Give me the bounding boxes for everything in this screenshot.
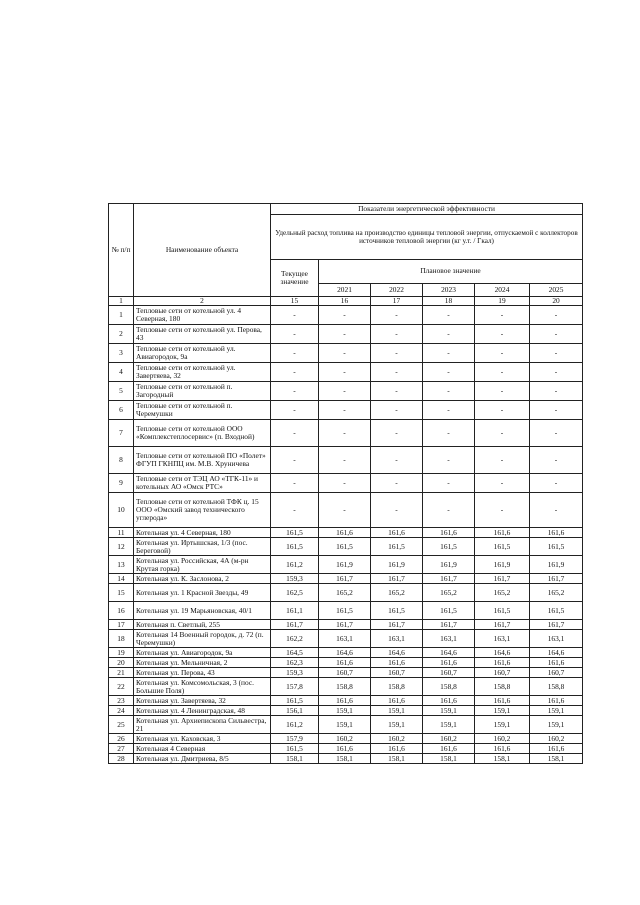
planned-value: - (530, 325, 583, 344)
current-value: 159,3 (271, 668, 319, 678)
planned-value: - (319, 306, 371, 325)
row-number: 16 (109, 602, 134, 620)
planned-value: - (530, 344, 583, 363)
planned-value: 164,6 (371, 648, 423, 658)
planned-value: - (319, 447, 371, 474)
planned-value: 160,2 (319, 734, 371, 744)
object-name: Котельная ул. Дмитриева, 8/5 (134, 754, 271, 764)
planned-value: - (423, 447, 475, 474)
planned-value: 158,8 (319, 678, 371, 696)
table-row (109, 325, 583, 344)
planned-value: 163,1 (371, 630, 423, 648)
planned-value: - (475, 420, 530, 447)
header-subgroup: Удельный расход топлива на производство единицы тепловой энергии, отпускаемой с коллекторов источников тепловой энергии (кг у.т. / Гкал) (271, 215, 583, 260)
planned-value: - (423, 382, 475, 401)
planned-value: - (371, 382, 423, 401)
planned-value: 161,6 (423, 744, 475, 754)
column-number: 18 (423, 297, 475, 306)
planned-value: - (475, 447, 530, 474)
planned-value: 161,6 (475, 658, 530, 668)
planned-value: - (319, 493, 371, 528)
planned-value: 161,5 (371, 602, 423, 620)
table-row (109, 696, 583, 706)
row-number: 7 (109, 420, 134, 447)
object-name: Котельная ул. 4 Ленинградская, 48 (134, 706, 271, 716)
planned-value: - (371, 447, 423, 474)
table-row (109, 658, 583, 668)
planned-value: - (371, 363, 423, 382)
row-number: 26 (109, 734, 134, 744)
header-planned: Плановое значение (319, 260, 583, 284)
row-number: 15 (109, 584, 134, 602)
table-row (109, 420, 583, 447)
object-name: Котельная ул. Иртышская, 1/3 (пос. Береговой) (134, 538, 271, 556)
table-row (109, 716, 583, 734)
object-name: Котельная п. Светлый, 255 (134, 620, 271, 630)
table-row (109, 648, 583, 658)
planned-value: 159,1 (530, 706, 583, 716)
planned-value: 159,1 (530, 716, 583, 734)
table-row (109, 306, 583, 325)
table-row (109, 620, 583, 630)
row-number: 19 (109, 648, 134, 658)
planned-value: 158,1 (423, 754, 475, 764)
planned-value: 161,6 (371, 528, 423, 538)
planned-value: 160,2 (475, 734, 530, 744)
row-number: 28 (109, 754, 134, 764)
planned-value: - (319, 382, 371, 401)
object-name: Котельная 14 Военный городок, д. 72 (п. Черемушки) (134, 630, 271, 648)
header-year: 2024 (475, 283, 530, 296)
planned-value: 161,6 (423, 658, 475, 668)
planned-value: 161,6 (371, 744, 423, 754)
object-name: Тепловые сети от котельной ул. Завертяева, 32 (134, 363, 271, 382)
row-number: 11 (109, 528, 134, 538)
planned-value: 163,1 (530, 630, 583, 648)
planned-value: - (319, 363, 371, 382)
planned-value: - (530, 382, 583, 401)
current-value: 162,3 (271, 658, 319, 668)
planned-value: 161,9 (475, 556, 530, 574)
planned-value: 160,2 (423, 734, 475, 744)
header-group: Показатели энергетической эффективности (271, 204, 583, 215)
object-name: Котельная ул. Мельничная, 2 (134, 658, 271, 668)
current-value: 161,2 (271, 556, 319, 574)
table-row (109, 584, 583, 602)
planned-value: 161,6 (475, 696, 530, 706)
planned-value: 161,5 (475, 538, 530, 556)
row-number: 14 (109, 574, 134, 584)
planned-value: - (423, 401, 475, 420)
planned-value: - (530, 420, 583, 447)
current-value: 161,5 (271, 744, 319, 754)
planned-value: - (423, 363, 475, 382)
current-value: 157,8 (271, 678, 319, 696)
planned-value: 161,5 (475, 602, 530, 620)
planned-value: 161,7 (423, 574, 475, 584)
object-name: Котельная ул. 19 Марьяновская, 40/1 (134, 602, 271, 620)
current-value: 162,2 (271, 630, 319, 648)
planned-value: - (475, 401, 530, 420)
current-value: 161,7 (271, 620, 319, 630)
planned-value: - (475, 344, 530, 363)
planned-value: - (319, 420, 371, 447)
column-number: 17 (371, 297, 423, 306)
planned-value: 159,1 (371, 716, 423, 734)
planned-value: 159,1 (423, 716, 475, 734)
planned-value: - (475, 325, 530, 344)
planned-value: 161,7 (530, 574, 583, 584)
table-row (109, 344, 583, 363)
planned-value: 161,7 (475, 620, 530, 630)
planned-value: 161,6 (371, 658, 423, 668)
planned-value: - (530, 447, 583, 474)
planned-value: 165,2 (371, 584, 423, 602)
planned-value: 161,9 (530, 556, 583, 574)
planned-value: 159,1 (319, 706, 371, 716)
planned-value: 160,7 (475, 668, 530, 678)
planned-value: - (371, 420, 423, 447)
table-row (109, 363, 583, 382)
planned-value: 160,7 (371, 668, 423, 678)
object-name: Котельная ул. Комсомольская, 3 (пос. Большие Поля) (134, 678, 271, 696)
object-name: Тепловые сети от котельной ПО «Полет» ФГУП ГКНПЦ им. М.В. Хруничева (134, 447, 271, 474)
object-name: Тепловые сети от котельной ул. 4 Северная, 180 (134, 306, 271, 325)
planned-value: 165,2 (423, 584, 475, 602)
table-row (109, 706, 583, 716)
object-name: Котельная ул. Завертяева, 32 (134, 696, 271, 706)
current-value: 157,9 (271, 734, 319, 744)
table-row (109, 556, 583, 574)
header-year: 2022 (371, 283, 423, 296)
object-name: Котельная ул. Каховская, 3 (134, 734, 271, 744)
column-number: 1 (109, 297, 134, 306)
planned-value: 158,8 (371, 678, 423, 696)
planned-value: 161,5 (319, 602, 371, 620)
table-row (109, 734, 583, 744)
row-number: 6 (109, 401, 134, 420)
planned-value: 161,5 (371, 538, 423, 556)
current-value: - (271, 363, 319, 382)
column-number: 16 (319, 297, 371, 306)
planned-value: 159,1 (319, 716, 371, 734)
object-name: Котельная ул. Перова, 43 (134, 668, 271, 678)
planned-value: 159,1 (475, 716, 530, 734)
header-year: 2023 (423, 283, 475, 296)
planned-value: - (371, 493, 423, 528)
planned-value: 163,1 (475, 630, 530, 648)
planned-value: 164,6 (475, 648, 530, 658)
row-number: 27 (109, 744, 134, 754)
column-number: 15 (271, 297, 319, 306)
planned-value: 165,2 (319, 584, 371, 602)
planned-value: 161,7 (319, 574, 371, 584)
planned-value: 163,1 (319, 630, 371, 648)
header-year: 2025 (530, 283, 583, 296)
planned-value: 161,6 (530, 658, 583, 668)
table-row (109, 382, 583, 401)
table-row (109, 538, 583, 556)
planned-value: 161,7 (530, 620, 583, 630)
planned-value: 161,5 (530, 538, 583, 556)
row-number: 13 (109, 556, 134, 574)
planned-value: - (371, 325, 423, 344)
planned-value: 165,2 (530, 584, 583, 602)
planned-value: 158,1 (371, 754, 423, 764)
row-number: 5 (109, 382, 134, 401)
table-row (109, 447, 583, 474)
current-value: 156,1 (271, 706, 319, 716)
planned-value: 161,6 (319, 696, 371, 706)
planned-value: - (475, 306, 530, 325)
table-row (109, 630, 583, 648)
planned-value: - (530, 401, 583, 420)
current-value: - (271, 344, 319, 363)
planned-value: 161,7 (423, 620, 475, 630)
object-name: Котельная ул. К. Заслонова, 2 (134, 574, 271, 584)
object-name: Котельная ул. Российская, 4А (м-рн Крутая горка) (134, 556, 271, 574)
table-row (109, 474, 583, 493)
planned-value: 161,5 (423, 538, 475, 556)
energy-efficiency-table (108, 203, 583, 764)
planned-value: 164,6 (423, 648, 475, 658)
planned-value: 158,1 (319, 754, 371, 764)
planned-value: 160,7 (423, 668, 475, 678)
planned-value: - (530, 306, 583, 325)
row-number: 10 (109, 493, 134, 528)
planned-value: - (319, 401, 371, 420)
planned-value: 158,1 (475, 754, 530, 764)
planned-value: - (319, 474, 371, 493)
planned-value: - (423, 420, 475, 447)
planned-value: 161,9 (423, 556, 475, 574)
current-value: - (271, 447, 319, 474)
current-value: 161,2 (271, 716, 319, 734)
planned-value: 161,6 (423, 696, 475, 706)
planned-value: 164,6 (530, 648, 583, 658)
planned-value: 161,6 (475, 528, 530, 538)
row-number: 2 (109, 325, 134, 344)
table-row (109, 493, 583, 528)
planned-value: 161,7 (371, 620, 423, 630)
row-number: 4 (109, 363, 134, 382)
planned-value: 160,7 (530, 668, 583, 678)
row-number: 8 (109, 447, 134, 474)
current-value: - (271, 420, 319, 447)
table-row (109, 754, 583, 764)
row-number: 1 (109, 306, 134, 325)
object-name: Тепловые сети от котельной п. Черемушки (134, 401, 271, 420)
planned-value: - (475, 493, 530, 528)
planned-value: 161,7 (371, 574, 423, 584)
row-number: 20 (109, 658, 134, 668)
table-row (109, 744, 583, 754)
planned-value: 161,6 (475, 744, 530, 754)
current-value: 161,1 (271, 602, 319, 620)
planned-value: 161,5 (530, 602, 583, 620)
table-row (109, 602, 583, 620)
planned-value: - (319, 344, 371, 363)
planned-value: 161,6 (530, 696, 583, 706)
planned-value: 161,6 (319, 744, 371, 754)
current-value: - (271, 493, 319, 528)
planned-value: 160,7 (319, 668, 371, 678)
planned-value: 158,8 (475, 678, 530, 696)
object-name: Тепловые сети от котельной ООО «Комплекстеплосервис» (п. Входной) (134, 420, 271, 447)
current-value: 161,5 (271, 696, 319, 706)
planned-value: 158,1 (530, 754, 583, 764)
row-number: 22 (109, 678, 134, 696)
planned-value: 158,8 (530, 678, 583, 696)
row-number: 12 (109, 538, 134, 556)
planned-value: - (423, 493, 475, 528)
planned-value: 161,6 (319, 528, 371, 538)
table-row (109, 528, 583, 538)
planned-value: - (530, 363, 583, 382)
row-number: 21 (109, 668, 134, 678)
planned-value: - (475, 474, 530, 493)
object-name: Тепловые сети от котельной ул. Перова, 43 (134, 325, 271, 344)
object-name: Тепловые сети от котельной ТФК ц. 15 ООО «Омский завод технического углерода» (134, 493, 271, 528)
planned-value: 163,1 (423, 630, 475, 648)
planned-value: - (530, 493, 583, 528)
current-value: - (271, 401, 319, 420)
row-number: 9 (109, 474, 134, 493)
planned-value: 161,9 (371, 556, 423, 574)
header-num: № п/п (109, 204, 134, 297)
object-name: Котельная ул. 4 Северная, 180 (134, 528, 271, 538)
planned-value: - (423, 474, 475, 493)
current-value: - (271, 474, 319, 493)
row-number: 25 (109, 716, 134, 734)
object-name: Котельная 4 Северная (134, 744, 271, 754)
planned-value: - (530, 474, 583, 493)
current-value: - (271, 382, 319, 401)
planned-value: 165,2 (475, 584, 530, 602)
planned-value: - (475, 363, 530, 382)
planned-value: - (423, 306, 475, 325)
planned-value: 161,6 (319, 658, 371, 668)
planned-value: - (371, 306, 423, 325)
planned-value: 159,1 (423, 706, 475, 716)
planned-value: 161,6 (371, 696, 423, 706)
current-value: - (271, 306, 319, 325)
current-value: 162,5 (271, 584, 319, 602)
table-row (109, 678, 583, 696)
planned-value: 159,1 (371, 706, 423, 716)
object-name: Котельная ул. Архиепископа Сильвестра, 21 (134, 716, 271, 734)
row-number: 24 (109, 706, 134, 716)
current-value: 159,3 (271, 574, 319, 584)
planned-value: - (423, 325, 475, 344)
planned-value: 161,7 (319, 620, 371, 630)
header-year: 2021 (319, 283, 371, 296)
planned-value: - (475, 382, 530, 401)
planned-value: 161,5 (319, 538, 371, 556)
column-number: 19 (475, 297, 530, 306)
object-name: Котельная ул. Авиагородок, 9а (134, 648, 271, 658)
current-value: 161,5 (271, 528, 319, 538)
planned-value: 161,6 (530, 744, 583, 754)
table-row (109, 401, 583, 420)
current-value: 161,5 (271, 538, 319, 556)
object-name: Котельная ул. 1 Красной Звезды, 49 (134, 584, 271, 602)
current-value: - (271, 325, 319, 344)
planned-value: 161,5 (423, 602, 475, 620)
table-row (109, 574, 583, 584)
header-current: Текущее значение (271, 260, 319, 297)
column-number: 2 (134, 297, 271, 306)
planned-value: - (371, 401, 423, 420)
planned-value: 161,6 (423, 528, 475, 538)
planned-value: 159,1 (475, 706, 530, 716)
row-number: 3 (109, 344, 134, 363)
planned-value: - (319, 325, 371, 344)
object-name: Тепловые сети от котельной п. Загородный (134, 382, 271, 401)
column-number: 20 (530, 297, 583, 306)
header-name: Наименование объекта (134, 204, 271, 297)
planned-value: 158,8 (423, 678, 475, 696)
planned-value: 160,2 (371, 734, 423, 744)
planned-value: 160,2 (530, 734, 583, 744)
planned-value: - (371, 474, 423, 493)
planned-value: 161,7 (475, 574, 530, 584)
planned-value: - (423, 344, 475, 363)
planned-value: 161,6 (530, 528, 583, 538)
planned-value: 161,9 (319, 556, 371, 574)
current-value: 158,1 (271, 754, 319, 764)
planned-value: - (371, 344, 423, 363)
row-number: 17 (109, 620, 134, 630)
planned-value: 164,6 (319, 648, 371, 658)
table-row (109, 668, 583, 678)
row-number: 18 (109, 630, 134, 648)
object-name: Тепловые сети от ТЭЦ АО «ТГК-11» и котельных АО «Омск РТС» (134, 474, 271, 493)
current-value: 164,5 (271, 648, 319, 658)
row-number: 23 (109, 696, 134, 706)
object-name: Тепловые сети от котельной ул. Авиагородок, 9а (134, 344, 271, 363)
